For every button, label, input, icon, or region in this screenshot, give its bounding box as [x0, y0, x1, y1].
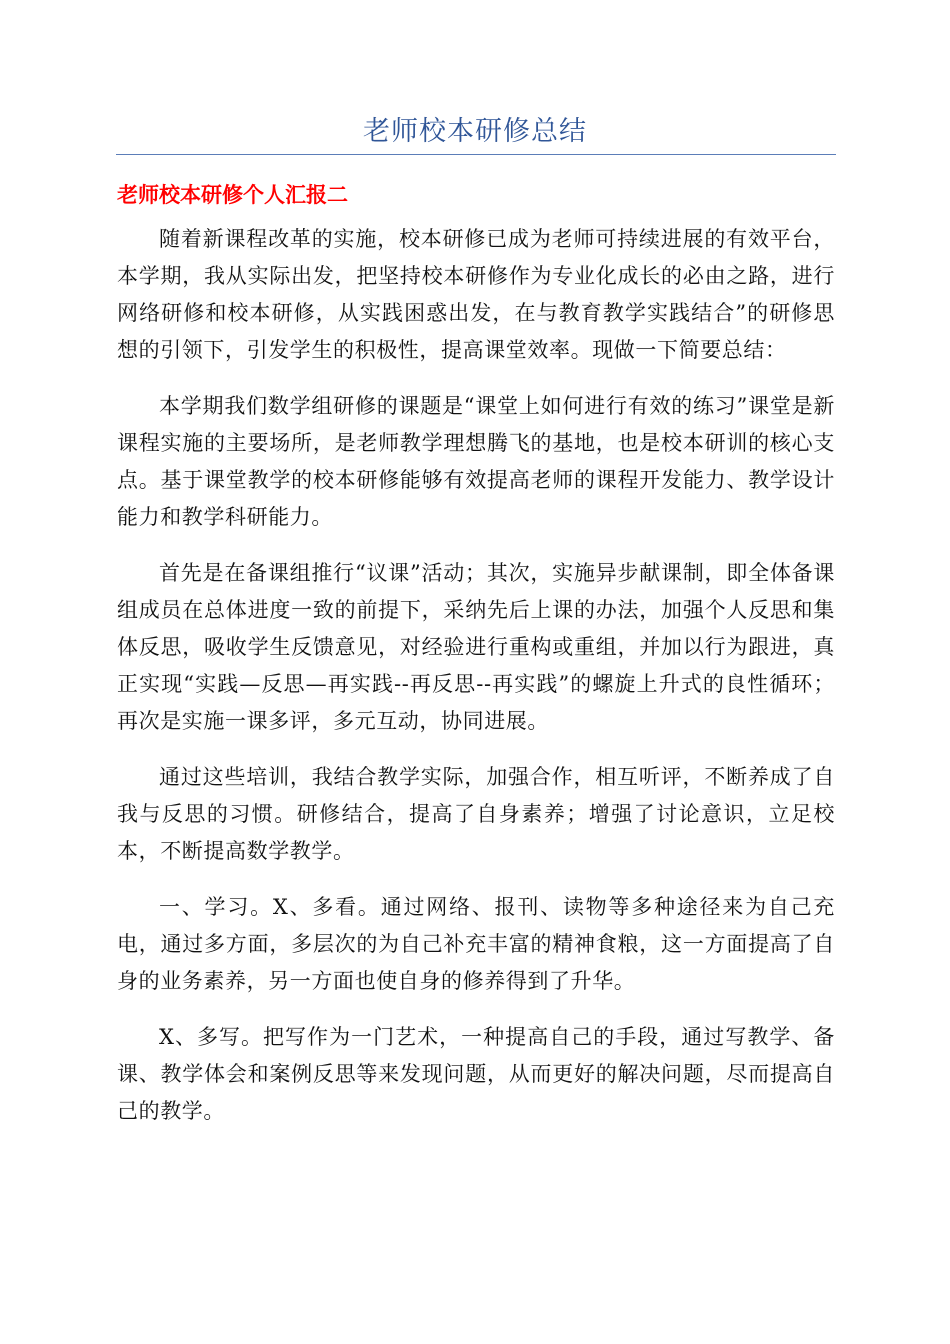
paragraph: X、多写。把写作为一门艺术，一种提高自己的手段，通过写教学、备课、教学体会和案例反思等来发现问题，从而更好的解决问题，尽而提高自己的教学。	[117, 1025, 835, 1123]
body-text	[117, 221, 835, 1149]
section-heading: 老师校本研修个人汇报二	[117, 183, 348, 207]
title-underline	[116, 154, 836, 155]
paragraph: 随着新课程改革的实施，校本研修已成为老师可持续进展的有效平台，本学期，我从实际出发，把坚持校本研修作为专业化成长的必由之路，进行网络研修和校本研修，从实践困惑出发，在与教育教学实践结合”的研修思想的引领下，引发学生的积极性，提高课堂效率。现做一下简要总结：	[117, 227, 835, 362]
paragraph: 首先是在备课组推行“议课”活动；其次，实施异步献课制，即全体备课组成员在总体进度一致的前提下，采纳先后上课的办法，加强个人反思和集体反思，吸收学生反馈意见，对经验进行重构或重组，并加以行为跟进，真正实现“实践—反思—再实践--再反思--再实践”的螺旋上升式的良性循环；再次是实施一课多评，多元互动，协同进展。	[117, 561, 835, 733]
paragraph: 通过这些培训，我结合教学实际，加强合作，相互听评，不断养成了自我与反思的习惯。研修结合，提高了自身素养；增强了讨论意识，立足校本，不断提高数学教学。	[117, 765, 835, 863]
paragraph: 一、学习。X、多看。通过网络、报刊、读物等多种途径来为自己充电，通过多方面，多层次的为自己补充丰富的精神食粮，这一方面提高了自身的业务素养，另一方面也使自身的修养得到了升华。	[117, 895, 835, 993]
paragraph: 本学期我们数学组研修的课题是“课堂上如何进行有效的练习”课堂是新课程实施的主要场所，是老师教学理想腾飞的基地，也是校本研训的核心支点。基于课堂教学的校本研修能够有效提高老师的课程开发能力、教学设计能力和教学科研能力。	[117, 394, 835, 529]
document-title: 老师校本研修总结	[363, 116, 587, 147]
